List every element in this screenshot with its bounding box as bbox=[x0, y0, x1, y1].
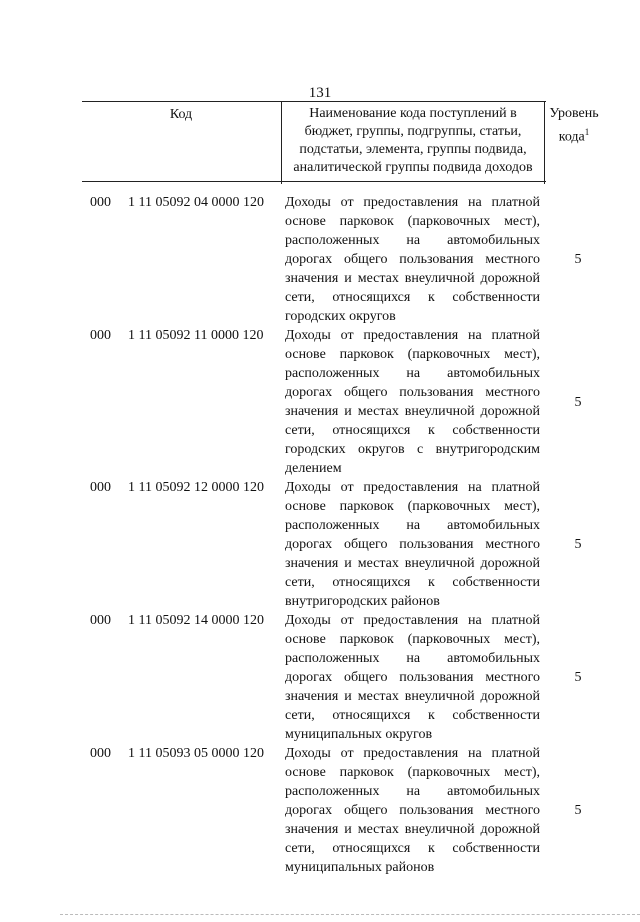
row-name-line: сети, относящихся к собственности bbox=[285, 423, 540, 438]
row-name-line: дорогах общего пользования местного bbox=[285, 803, 540, 818]
header-name-line: Наименование кода поступлений в bbox=[309, 106, 517, 121]
row-name bbox=[285, 611, 540, 744]
row-prefix: 000 bbox=[90, 480, 111, 495]
table-row bbox=[0, 326, 640, 478]
header-level-line1: Уровень bbox=[549, 106, 599, 121]
row-name-line: основе парковок (парковочных мест), bbox=[285, 347, 540, 362]
row-prefix: 000 bbox=[90, 613, 111, 628]
row-name-line: сети, относящихся к собственности bbox=[285, 290, 540, 305]
table-row bbox=[0, 193, 640, 326]
table-header bbox=[82, 101, 599, 182]
row-name-line: Доходы от предоставления на платной bbox=[285, 746, 540, 761]
row-name bbox=[285, 193, 540, 326]
header-level-line2 bbox=[544, 123, 604, 147]
header-level bbox=[544, 102, 604, 184]
header-name bbox=[281, 102, 545, 184]
row-name-line: основе парковок (парковочных мест), bbox=[285, 765, 540, 780]
row-name-line: значения и местах внеуличной дорожной bbox=[285, 404, 540, 419]
table-row bbox=[0, 744, 640, 877]
table-body bbox=[0, 193, 640, 877]
row-name-line: Доходы от предоставления на платной bbox=[285, 613, 540, 628]
row-name-line: расположенных на автомобильных bbox=[285, 651, 540, 666]
row-name-line: дорогах общего пользования местного bbox=[285, 537, 540, 552]
row-code: 1 11 05092 12 0000 120 bbox=[128, 480, 264, 495]
row-prefix: 000 bbox=[90, 195, 111, 210]
row-code: 1 11 05092 14 0000 120 bbox=[128, 613, 264, 628]
header-name-line: бюджет, группы, подгруппы, статьи, bbox=[304, 124, 522, 139]
row-level: 5 bbox=[574, 394, 582, 410]
row-level: 5 bbox=[574, 670, 582, 685]
header-level-footnote: 1 bbox=[584, 127, 590, 137]
row-name-line: муниципальных районов bbox=[285, 860, 435, 875]
row-name-line: городских округов bbox=[285, 309, 396, 324]
row-name bbox=[285, 326, 540, 478]
row-prefix: 000 bbox=[90, 746, 111, 761]
header-level-word: кода bbox=[558, 129, 585, 145]
row-name-line: городских округов с внутригородским bbox=[285, 442, 540, 457]
row-name-line: внутригородских районов bbox=[285, 594, 440, 609]
row-name-line: расположенных на автомобильных bbox=[285, 784, 540, 799]
row-name-line: Доходы от предоставления на платной bbox=[285, 328, 540, 343]
row-name-line: основе парковок (парковочных мест), bbox=[285, 499, 540, 514]
row-name-line: значения и местах внеуличной дорожной bbox=[285, 689, 540, 704]
table-row bbox=[0, 478, 640, 611]
row-level: 5 bbox=[574, 803, 582, 818]
header-code: Код bbox=[169, 107, 193, 122]
row-name-line: расположенных на автомобильных bbox=[285, 366, 540, 381]
row-name-line: сети, относящихся к собственности bbox=[285, 575, 540, 590]
row-name bbox=[285, 744, 540, 877]
row-code: 1 11 05093 05 0000 120 bbox=[128, 746, 264, 761]
header-name-line: подстатьи, элемента, группы подвида, bbox=[299, 142, 527, 157]
row-name-line: значения и местах внеуличной дорожной bbox=[285, 822, 540, 837]
row-name-line: муниципальных округов bbox=[285, 727, 433, 742]
row-name-line: делением bbox=[285, 461, 342, 476]
row-name bbox=[285, 478, 540, 611]
table-row bbox=[0, 611, 640, 744]
row-name-line: сети, относящихся к собственности bbox=[285, 841, 540, 856]
row-name-line: расположенных на автомобильных bbox=[285, 518, 540, 533]
row-name-line: расположенных на автомобильных bbox=[285, 233, 540, 248]
row-level: 5 bbox=[574, 252, 582, 267]
row-level: 5 bbox=[574, 537, 582, 552]
scan-bottom-edge bbox=[60, 914, 640, 915]
row-name-line: дорогах общего пользования местного bbox=[285, 385, 540, 400]
row-name-line: дорогах общего пользования местного bbox=[285, 670, 540, 685]
row-code: 1 11 05092 04 0000 120 bbox=[128, 195, 264, 210]
page-number: 131 bbox=[308, 85, 332, 101]
row-name-line: Доходы от предоставления на платной bbox=[285, 480, 540, 495]
header-name-line: аналитической группы подвида доходов bbox=[293, 160, 533, 175]
row-code: 1 11 05092 11 0000 120 bbox=[128, 328, 264, 343]
row-name-line: значения и местах внеуличной дорожной bbox=[285, 271, 540, 286]
row-name-line: Доходы от предоставления на платной bbox=[285, 195, 540, 210]
row-name-line: основе парковок (парковочных мест), bbox=[285, 214, 540, 229]
row-name-line: значения и местах внеуличной дорожной bbox=[285, 556, 540, 571]
row-name-line: сети, относящихся к собственности bbox=[285, 708, 540, 723]
row-name-line: основе парковок (парковочных мест), bbox=[285, 632, 540, 647]
row-name-line: дорогах общего пользования местного bbox=[285, 252, 540, 267]
row-prefix: 000 bbox=[90, 328, 111, 343]
